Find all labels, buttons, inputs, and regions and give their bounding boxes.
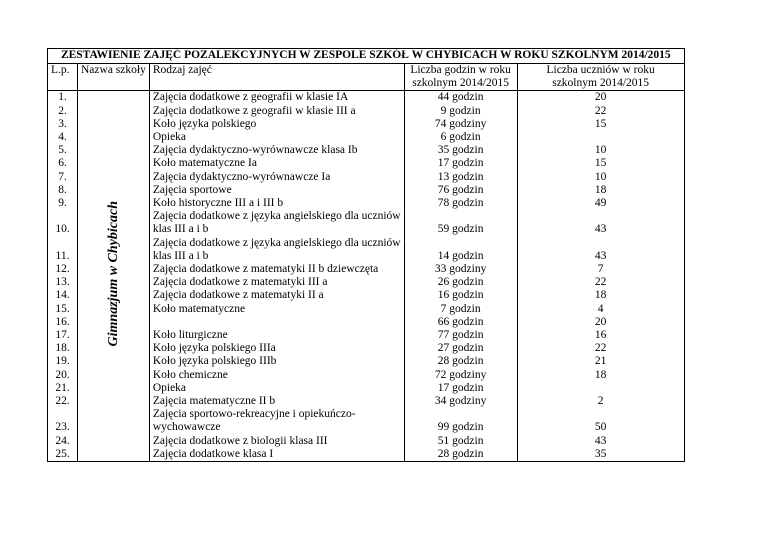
row-students: 15	[517, 118, 684, 131]
header-students-line1: Liczba uczniów w roku	[546, 64, 655, 76]
table-title: ZESTAWIENIE ZAJĘĆ POZALEKCYJNYCH W ZESPOLE SZKÓŁ W CHYBICACH W ROKU SZKOLNYM 2014/2015	[48, 49, 685, 64]
row-activity	[149, 316, 404, 329]
row-students: 15	[517, 157, 684, 170]
row-students: 10	[517, 171, 684, 184]
row-activity	[149, 184, 404, 197]
header-students	[517, 64, 684, 78]
row-activity	[149, 131, 404, 144]
row-hours: 7 godzin	[404, 303, 517, 316]
row-lp: 2.	[48, 105, 78, 118]
row-activity	[149, 382, 404, 395]
row-lp: 12.	[48, 263, 78, 276]
activity-line: Zajęcia dodatkowe z języka angielskiego dla uczniów	[152, 236, 401, 249]
school-name: Gimnazjum w Chybicach	[105, 201, 121, 347]
activity-line: Koło liturgiczne	[152, 329, 228, 342]
row-students: 4	[517, 303, 684, 316]
row-hours: 13 godzin	[404, 171, 517, 184]
row-hours: 26 godzin	[404, 276, 517, 289]
row-lp: 19.	[48, 355, 78, 368]
row-hours: 66 godzin	[404, 316, 517, 329]
row-students: 22	[517, 105, 684, 118]
row-lp: 10.	[48, 210, 78, 236]
row-lp: 14.	[48, 289, 78, 302]
row-students: 2	[517, 395, 684, 408]
row-lp: 22.	[48, 395, 78, 408]
row-hours: 34 godziny	[404, 395, 517, 408]
activity-line: Koło historyczne III a i III b	[152, 197, 284, 210]
row-lp: 13.	[48, 276, 78, 289]
row-activity	[149, 303, 404, 316]
activity-line: Zajęcia dodatkowe z języka angielskiego dla uczniów	[152, 210, 401, 223]
row-activity	[149, 329, 404, 342]
row-lp: 18.	[48, 342, 78, 355]
row-activity	[149, 448, 404, 462]
row-students: 21	[517, 355, 684, 368]
activity-line: Opieka	[152, 381, 187, 394]
row-lp: 11.	[48, 237, 78, 263]
row-hours: 9 godzin	[404, 105, 517, 118]
row-hours: 59 godzin	[404, 210, 517, 236]
row-hours: 99 godzin	[404, 408, 517, 434]
row-hours: 16 godzin	[404, 289, 517, 302]
activity-line: Zajęcia dodatkowe z matematyki II b dziewczęta	[152, 263, 379, 276]
activity-line: Zajęcia matematyczne II b	[152, 395, 276, 408]
row-students: 20	[517, 91, 684, 105]
activity-line: Koło języka polskiego IIIa	[152, 342, 276, 355]
activity-line: Koło języka polskiego IIIb	[152, 355, 277, 368]
header-hours-line2: szkolnym 2014/2015	[404, 77, 517, 91]
activity-line: klas III a i b	[152, 249, 209, 262]
table-row	[48, 91, 685, 105]
activity-line: Zajęcia dydaktyczno-wyrównawcze Ia	[152, 170, 331, 183]
summary-table	[47, 48, 685, 462]
header-school: Nazwa szkoły	[78, 64, 150, 78]
row-hours: 27 godzin	[404, 342, 517, 355]
activity-line: Zajęcia dodatkowe z matematyki III a	[152, 276, 328, 289]
row-lp: 9.	[48, 197, 78, 210]
row-students: 43	[517, 210, 684, 236]
row-students: 18	[517, 289, 684, 302]
header-hours-line1: Liczba godzin w roku	[410, 64, 511, 76]
row-activity	[149, 395, 404, 408]
activity-line: Koło matematyczne Ia	[152, 157, 257, 170]
row-lp: 1.	[48, 91, 78, 105]
row-activity	[149, 171, 404, 184]
row-hours: 33 godziny	[404, 263, 517, 276]
row-lp: 8.	[48, 184, 78, 197]
activity-line: Koło chemiczne	[152, 368, 228, 381]
row-students: 43	[517, 435, 684, 448]
row-hours: 6 godzin	[404, 131, 517, 144]
row-students: 22	[517, 342, 684, 355]
row-lp: 6.	[48, 157, 78, 170]
row-lp: 7.	[48, 171, 78, 184]
row-hours: 72 godziny	[404, 369, 517, 382]
school-name-cell	[78, 91, 150, 462]
row-lp: 17.	[48, 329, 78, 342]
row-activity	[149, 263, 404, 276]
row-lp: 25.	[48, 448, 78, 462]
header-hours	[404, 64, 517, 78]
row-hours: 28 godzin	[404, 355, 517, 368]
row-students: 16	[517, 329, 684, 342]
row-lp: 15.	[48, 303, 78, 316]
activity-line: Zajęcia sportowo-rekreacyjne i opiekuńczo-	[152, 408, 356, 421]
row-activity	[149, 355, 404, 368]
row-hours: 78 godzin	[404, 197, 517, 210]
row-hours: 51 godzin	[404, 435, 517, 448]
row-activity	[149, 289, 404, 302]
row-lp: 5.	[48, 144, 78, 157]
activity-line: Zajęcia sportowe	[152, 183, 232, 196]
row-hours: 35 godzin	[404, 144, 517, 157]
row-activity	[149, 91, 404, 105]
activity-line: Zajęcia dodatkowe z geografii w klasie III a	[152, 104, 356, 117]
activity-line: Zajęcia dodatkowe klasa I	[152, 447, 274, 460]
row-lp: 20.	[48, 369, 78, 382]
activity-line: klas III a i b	[152, 223, 209, 236]
activity-line: Zajęcia dodatkowe z geografii w klasie IA	[152, 91, 349, 104]
row-lp: 24.	[48, 435, 78, 448]
row-students: 43	[517, 237, 684, 263]
row-lp: 4.	[48, 131, 78, 144]
row-activity	[149, 105, 404, 118]
activity-line: Zajęcia dydaktyczno-wyrównawcze klasa Ib	[152, 144, 358, 157]
row-hours: 17 godzin	[404, 157, 517, 170]
row-lp: 3.	[48, 118, 78, 131]
row-activity	[149, 210, 404, 236]
row-activity	[149, 435, 404, 448]
row-activity	[149, 197, 404, 210]
activity-line: Opieka	[152, 131, 187, 144]
row-hours: 28 godzin	[404, 448, 517, 462]
row-hours: 14 godzin	[404, 237, 517, 263]
row-students: 50	[517, 408, 684, 434]
header-activity: Rodzaj zajęć	[149, 64, 404, 78]
activity-line: Koło języka polskiego	[152, 117, 257, 130]
activity-line: Zajęcia dodatkowe z matematyki II a	[152, 289, 324, 302]
row-activity	[149, 157, 404, 170]
row-hours: 74 godziny	[404, 118, 517, 131]
row-students: 18	[517, 184, 684, 197]
row-students: 10	[517, 144, 684, 157]
row-hours: 76 godzin	[404, 184, 517, 197]
row-hours: 77 godzin	[404, 329, 517, 342]
row-students: 20	[517, 316, 684, 329]
row-lp: 23.	[48, 408, 78, 434]
row-students: 22	[517, 276, 684, 289]
row-hours: 44 godzin	[404, 91, 517, 105]
header-students-line2: szkolnym 2014/2015	[517, 77, 684, 91]
activity-line: Koło matematyczne	[152, 302, 246, 315]
row-students: 35	[517, 448, 684, 462]
row-students	[517, 382, 684, 395]
row-students: 49	[517, 197, 684, 210]
row-activity	[149, 369, 404, 382]
row-students	[517, 131, 684, 144]
row-students: 18	[517, 369, 684, 382]
row-students: 7	[517, 263, 684, 276]
row-lp: 16.	[48, 316, 78, 329]
row-hours: 17 godzin	[404, 382, 517, 395]
row-activity	[149, 276, 404, 289]
row-activity	[149, 118, 404, 131]
row-activity	[149, 237, 404, 263]
row-lp: 21.	[48, 382, 78, 395]
activity-line: wychowawcze	[152, 421, 221, 434]
row-activity	[149, 408, 404, 434]
activity-line: Zajęcia dodatkowe z biologii klasa III	[152, 434, 328, 447]
row-activity	[149, 144, 404, 157]
row-activity	[149, 342, 404, 355]
header-lp: L.p.	[48, 64, 78, 78]
